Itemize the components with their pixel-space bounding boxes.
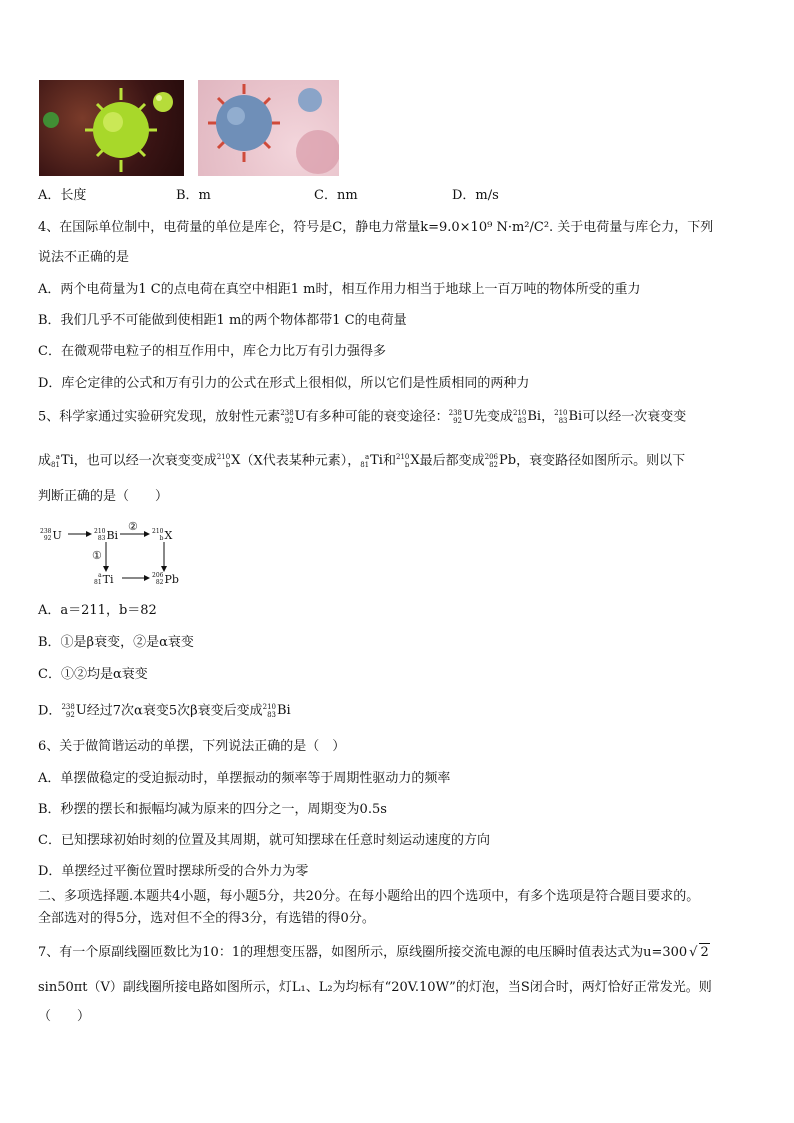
q5-text: ， xyxy=(541,409,555,425)
q5-text: 最后都变成 xyxy=(419,453,485,469)
atomic-number: 83 xyxy=(97,535,106,542)
sqrt-radicand: 2 xyxy=(700,945,709,960)
q5-text: （X代表某种元素）， xyxy=(240,453,361,469)
element-symbol: Bi xyxy=(527,409,542,424)
atomic-number: b xyxy=(404,461,410,469)
element-symbol: Bi xyxy=(106,528,119,542)
mass-number: 210 xyxy=(554,409,568,417)
mass-number: 210 xyxy=(94,528,106,535)
virus-image-green xyxy=(39,80,184,176)
q4-stem-line2: 说法不正确的是 xyxy=(38,250,130,265)
element-symbol: U xyxy=(75,703,87,718)
element-symbol: Ti xyxy=(102,572,114,586)
mass-number: a xyxy=(364,453,370,461)
q5-text: ，也可以经一次衰变变成 xyxy=(73,453,217,469)
q5-text: ，衰变路径如图所示。则以下 xyxy=(516,453,686,469)
q5-text: 可以经一次衰变变 xyxy=(582,409,687,425)
element-symbol: Pb xyxy=(164,572,179,586)
q5-text: 成 xyxy=(38,453,52,469)
nuclide-x xyxy=(217,452,241,470)
q3-option-b: B．m xyxy=(176,188,211,203)
q7-stem-line3: （ ） xyxy=(38,1009,91,1024)
atomic-number: 92 xyxy=(284,417,294,425)
mass-number: 210 xyxy=(152,528,164,535)
q4-option-d: D．库仑定律的公式和万有引力的公式在形式上很相似，所以它们是性质相同的两种力 xyxy=(38,376,530,391)
mass-number: 238 xyxy=(61,703,75,711)
q5-option-b: B．①是β衰变，②是α衰变 xyxy=(38,635,194,650)
atomic-number: b xyxy=(159,535,164,542)
atomic-number: 81 xyxy=(94,579,102,586)
mass-number: 210 xyxy=(513,409,527,417)
section2-line1: 二、多项选择题.本题共4小题，每小题5分，共20分。在每小题给出的四个选项中，有多个选项是符合题目要求的。 xyxy=(38,889,700,904)
nuclide-pb206 xyxy=(485,452,516,470)
q4-option-a: A．两个电荷量为1 C的点电荷在真空中相距1 m时，相互作用力相当于地球上一百万吨的物体所受的重力 xyxy=(38,282,641,297)
diagram-pb206 xyxy=(152,572,179,586)
q5-stem-line1 xyxy=(38,408,686,427)
q6-option-b: B．秒摆的摆长和振幅均减为原来的四分之一，周期变为0.5s xyxy=(38,802,387,817)
q5-text: 和 xyxy=(382,453,396,469)
atomic-number: 92 xyxy=(453,417,463,425)
mass-number: 206 xyxy=(484,453,499,461)
element-symbol: Pb xyxy=(499,453,517,468)
q3-option-d: D．m/s xyxy=(452,188,499,203)
nuclide-ti xyxy=(51,452,74,470)
mass-number: 210 xyxy=(216,453,231,461)
nuclide-ti xyxy=(360,452,383,470)
q6-option-c: C．已知摆球初始时刻的位置及其周期，就可知摆球在任意时刻运动速度的方向 xyxy=(38,833,490,848)
decay-path-diagram xyxy=(38,522,198,592)
sqrt-sign-icon: √ xyxy=(689,945,698,960)
atomic-number: 82 xyxy=(489,461,499,469)
diagram-bi210 xyxy=(94,528,118,542)
element-symbol: X xyxy=(164,528,173,542)
mass-number: 210 xyxy=(395,453,410,461)
element-symbol: X xyxy=(410,453,420,468)
atomic-number: b xyxy=(225,461,231,469)
atomic-number: 92 xyxy=(65,711,75,719)
q7-stem-line1 xyxy=(38,943,710,962)
element-symbol: U xyxy=(294,409,306,424)
nuclide-bi210 xyxy=(263,702,291,720)
nuclide-bi210 xyxy=(554,408,582,426)
q6-option-d: D．单摆经过平衡位置时摆球所受的合外力为零 xyxy=(38,864,309,879)
q6-stem: 6、关于做简谐运动的单摆，下列说法正确的是（ ） xyxy=(38,739,346,754)
q5-text: 有多种可能的衰变途径： xyxy=(305,409,449,425)
q7-text: 7、有一个原副线圈匝数比为10：1的理想变压器，如图所示，原线圈所接交流电源的电压瞬时值表达式为u=300 xyxy=(38,945,688,960)
nuclide-u238 xyxy=(449,408,474,426)
q3-option-a: A．长度 xyxy=(38,188,87,203)
atomic-number: 81 xyxy=(51,461,60,469)
q7-stem-line2: sin50πt（V）副线圈所接电路如图所示，灯L₁、L₂为均标有“20V.10W”的灯泡，当S闭合时，两灯恰好正常发光。则 xyxy=(38,980,712,995)
virus-image-coronavirus xyxy=(198,80,339,176)
atomic-number: 83 xyxy=(558,417,568,425)
q5-option-d xyxy=(38,702,291,721)
diagram-ti xyxy=(94,572,114,586)
nuclide-u238 xyxy=(280,408,305,426)
diagram-u238 xyxy=(40,528,62,542)
q4-option-b: B．我们几乎不可能做到使相距1 m的两个物体都带1 C的电荷量 xyxy=(38,313,407,328)
q4-stem-line1: 4、在国际单位制中，电荷量的单位是库仑，符号是C，静电力常量k=9.0×10⁹ N·m²/C². 关于电荷量与库仑力，下列 xyxy=(38,220,714,235)
q5-text: 经过7次α衰变5次β衰变后变成 xyxy=(86,703,263,719)
mass-number: a xyxy=(98,572,102,579)
element-symbol: X xyxy=(231,453,241,468)
nuclide-x xyxy=(396,452,420,470)
element-symbol: U xyxy=(463,409,474,424)
mass-number: 238 xyxy=(448,409,463,417)
mass-number: 238 xyxy=(280,409,294,417)
element-symbol: Ti xyxy=(370,453,383,468)
atomic-number: 81 xyxy=(360,461,370,469)
element-symbol: Bi xyxy=(568,409,583,424)
q5-text: D． xyxy=(38,703,62,719)
mass-number: a xyxy=(55,453,60,461)
atomic-number: 92 xyxy=(43,535,52,542)
atomic-number: 83 xyxy=(517,417,527,425)
q6-option-a: A．单摆做稳定的受迫振动时，单摆振动的频率等于周期性驱动力的频率 xyxy=(38,771,451,786)
q5-stem-line3: 判断正确的是（ ） xyxy=(38,489,169,504)
q5-option-a: A．a＝211，b＝82 xyxy=(38,603,157,618)
section2-line2: 全部选对的得5分，选对但不全的得3分，有选错的得0分。 xyxy=(38,911,375,926)
element-symbol: Bi xyxy=(277,703,291,718)
diagram-label-2: ② xyxy=(128,520,138,533)
mass-number: 206 xyxy=(152,572,164,579)
nuclide-u238 xyxy=(61,702,86,720)
atomic-number: 83 xyxy=(267,711,276,719)
mass-number: 238 xyxy=(40,528,52,535)
atomic-number: 82 xyxy=(155,579,164,586)
q5-option-c: C．①②均是α衰变 xyxy=(38,667,148,682)
diagram-label-1: ① xyxy=(92,549,102,562)
nuclide-bi210 xyxy=(513,408,541,426)
q5-text: 先变成 xyxy=(473,409,513,425)
q5-text: 5、科学家通过实验研究发现，放射性元素 xyxy=(38,409,281,425)
q5-stem-line2 xyxy=(38,452,685,471)
mass-number: 210 xyxy=(262,703,276,711)
element-symbol: U xyxy=(52,528,62,542)
q4-option-c: C．在微观带电粒子的相互作用中，库仑力比万有引力强得多 xyxy=(38,344,386,359)
diagram-x xyxy=(152,528,172,542)
element-symbol: Ti xyxy=(60,453,74,468)
q3-option-c: C．nm xyxy=(314,188,358,203)
